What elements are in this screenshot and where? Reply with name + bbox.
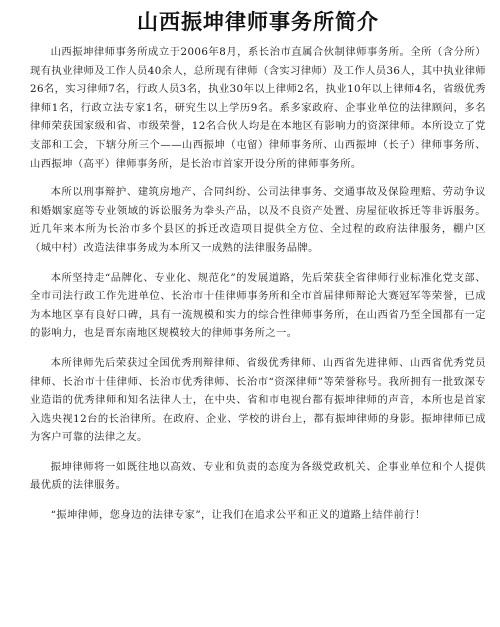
paragraph-honors: 本所律师先后荣获过全国优秀刑辩律师、省级优秀律师、山西省先进律师、山西省优秀党员律师、长治市十佳律师、长治市优秀律师、长治市“资深律师”等荣誉称号。我所拥有一批致深专业造诣的优秀律师和知名法律人士，在中央、省和市电视台都有振坤律师的声音，本所也是首家入选央视12台的长治律所。在政府、企业、学校的讲台上，都有振坤律师的身影。振坤律师已成为客户可靠的法律之友。 xyxy=(30,356,486,444)
document-title: 山西振坤律师事务所简介 xyxy=(137,10,379,34)
paragraph-slogan: “振坤律师，您身边的法律专家”，让我们在追求公平和正义的道路上结伴前行！ xyxy=(50,509,426,522)
paragraph-commitment: 振坤律师将一如既往地以高效、专业和负责的态度为各级党政机关、企事业单位和个人提供最优质的法律服务。 xyxy=(30,460,486,492)
paragraph-intro: 山西振坤律师事务所成立于2006年8月，系长治市直属合伙制律师事务所。全所（含分所）现有执业律师及工作人员40余人，总所现有律师（含实习律师）及工作人员36人，其中执业律师26名，实习律师7名，行政人员3名，执业30年以上律师2名，执业10年以上律师4名，省级优秀律师1名，行政立法专家1名，研究生以上学历9名。系多家政府、企事业单位的法律顾问，多名律师荣获国家级和省、市级荣誉，12名合伙人均是在本地区有影响力的资深律师。本所设立了党支部和工会，下辖分所三个——山西振坤（屯留）律师事务所、山西振坤（长子）律师事务所、山西振坤（高平）律师事务所，是长治市首家开设分所的律师事务所。 xyxy=(30,46,486,170)
paragraph-services: 本所以刑事辩护、建筑房地产、合同纠纷、公司法律事务、交通事故及保险理赔、劳动争议和婚姻家庭等专业领域的诉讼服务为拳头产品，以及不良资产处置、房屋征收拆迁等非诉服务。近几年来本所为长治市多个县区的拆迁改造项目提供全方位、全过程的政府法律服务，棚户区（城中村）改造法律事务成为本所又一成熟的法律服务品牌。 xyxy=(30,186,486,254)
paragraph-development: 本所坚持走“品牌化、专业化、规范化”的发展道路，先后荣获全省律师行业标准化党支部、全市司法行政工作先进单位、长治市十佳律师事务所和全市首届律师辩论大赛冠军等荣誉，已成为本地区享有良好口碑，具有一流规模和实力的综合性律师事务所，在山西省乃至全国都有一定的影响力，也是晋东南地区规模较大的律师事务所之一。 xyxy=(30,271,486,340)
